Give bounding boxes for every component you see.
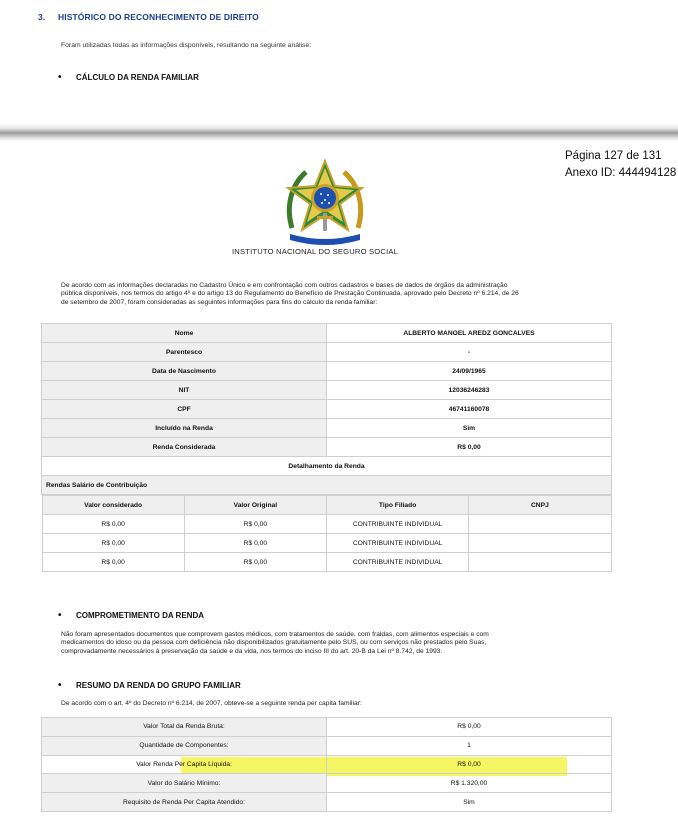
summary-value: Sim — [327, 793, 612, 812]
row-value: 46741160078 — [327, 400, 612, 419]
commitment-text — [61, 631, 621, 656]
cell — [469, 534, 611, 553]
cell: CONTRIBUINTE INDIVIDUAL — [327, 553, 469, 572]
cell — [469, 515, 611, 534]
page-number: Página 127 de 131 — [565, 150, 662, 162]
table-row — [42, 419, 612, 438]
summary-label: Valor Renda Per Capita Líquida: — [42, 755, 327, 774]
income-table — [42, 495, 612, 572]
section-number: 3. — [38, 12, 46, 22]
summary-row — [42, 793, 612, 812]
summary-value: R$ 1.320,00 — [327, 774, 612, 793]
row-label: Renda Considerada — [42, 438, 327, 457]
column-header: Valor Original — [184, 496, 326, 515]
cell: R$ 0,00 — [184, 553, 326, 572]
commitment-heading-text: COMPROMETIMENTO DA RENDA — [76, 611, 204, 620]
page-separator — [0, 123, 678, 141]
cell: CONTRIBUINTE INDIVIDUAL — [327, 534, 469, 553]
cell: CONTRIBUINTE INDIVIDUAL — [327, 515, 469, 534]
column-header: Tipo Filiado — [327, 496, 469, 515]
summary-label: Valor Total da Renda Bruta: — [42, 718, 327, 737]
summary-row — [42, 718, 612, 737]
row-label: CPF — [42, 400, 327, 419]
row-value: Sim — [327, 419, 612, 438]
annex-intro-line: pública disponíveis, nos termos do artigo 4º e do artigo 13 do Regulamento do Benefício de Prestação Continuada, aprovado pelo Decreto nº 6.214, de 26 — [61, 290, 519, 298]
table-row — [42, 362, 612, 381]
table-row — [42, 495, 612, 573]
annex-intro — [61, 282, 621, 307]
cell: R$ 0,00 — [184, 534, 326, 553]
table-row — [42, 343, 612, 362]
summary-heading — [58, 680, 241, 691]
cell: R$ 0,00 — [42, 553, 184, 572]
commitment-heading — [58, 610, 204, 621]
summary-value: 1 — [327, 736, 612, 755]
annex-intro-line: De acordo com as informações declaradas no Cadastro Único e em confrontação com outros cadastros e bases de dados de órgãos da administração — [61, 282, 508, 289]
table-row — [42, 381, 612, 400]
row-value: - — [327, 343, 612, 362]
summary-value: R$ 0,00 — [327, 718, 612, 737]
calc-heading — [58, 72, 199, 83]
row-value: 24/09/1965 — [327, 362, 612, 381]
cell: R$ 0,00 — [42, 534, 184, 553]
income-header-row — [42, 496, 611, 515]
section-intro: Foram utilizadas todas as informações disponíveis, resultando na seguinte análise: — [61, 42, 312, 49]
income-row — [42, 515, 611, 534]
commitment-line: Não foram apresentados documentos que comprovem gastos médicos, com tratamentos de saúde, com fraldas, com alimentos especiais e com — [61, 631, 489, 638]
table-row — [42, 438, 612, 457]
summary-intro: De acordo com o art. 4º do Decreto nº 6.214, de 2007, obteve-se a seguinte renda per capita familiar: — [61, 700, 362, 707]
bullet-icon: • — [58, 72, 62, 83]
commitment-line: comprovadamente necessários à preservação da saúde e da vida, nos termos do inciso III do art. 20-B da Lei nº 8.742, de 1993. — [61, 647, 443, 655]
annex-intro-line: de setembro de 2007, foram consideradas as seguintes informações para fins do cálculo da renda familiar: — [61, 298, 378, 306]
row-label: Parentesco — [42, 343, 327, 362]
row-label: Nome — [42, 324, 327, 343]
summary-row — [42, 736, 612, 755]
annex-id: Anexo ID: 444494128 — [565, 167, 677, 179]
summary-value: R$ 0,00 — [327, 755, 612, 774]
table-row — [42, 400, 612, 419]
family-member-table — [41, 323, 612, 572]
calc-heading-text: CÁLCULO DA RENDA FAMILIAR — [76, 73, 199, 82]
row-value: R$ 0,00 — [327, 438, 612, 457]
income-detail-heading: Detalhamento da Renda — [42, 457, 612, 476]
row-label: Data de Nascimento — [42, 362, 327, 381]
cell — [469, 553, 611, 572]
table-row — [42, 457, 612, 476]
cell: R$ 0,00 — [42, 515, 184, 534]
row-label: Incluído na Renda — [42, 419, 327, 438]
income-row — [42, 553, 611, 572]
section-title — [38, 12, 259, 22]
row-value: ALBERTO MANOEL AREDZ GONCALVES — [327, 324, 612, 343]
summary-label: Valor do Salário Mínimo: — [42, 774, 327, 793]
row-label: NIT — [42, 381, 327, 400]
table-row — [42, 476, 612, 495]
institute-name: INSTITUTO NACIONAL DO SEGURO SOCIAL — [232, 247, 399, 256]
summary-heading-text: RESUMO DA RENDA DO GRUPO FAMILIAR — [76, 681, 241, 690]
column-header: CNPJ — [469, 496, 611, 515]
summary-row-highlighted — [42, 755, 612, 774]
column-header: Valor considerado — [42, 496, 184, 515]
summary-label: Quantidade de Componentes: — [42, 736, 327, 755]
income-summary-table — [41, 717, 612, 812]
bullet-icon: • — [58, 610, 62, 621]
summary-row — [42, 774, 612, 793]
income-row — [42, 534, 611, 553]
table-row — [42, 324, 612, 343]
section-title-text: HISTÓRICO DO RECONHECIMENTO DE DIREITO — [58, 12, 259, 22]
summary-label: Requisito de Renda Per Capita Atendido: — [42, 793, 327, 812]
bullet-icon: • — [58, 680, 62, 691]
commitment-line: medicamentos do idoso ou da pessoa com deficiência não disponibilizados gratuitamente pelo SUS, ou com serviços não prestados pelo Suas, — [61, 639, 487, 647]
row-value: 12036246283 — [327, 381, 612, 400]
coat-of-arms-icon — [280, 158, 370, 246]
income-type-heading: Rendas Salário de Contribuição — [42, 476, 612, 495]
cell: R$ 0,00 — [184, 515, 326, 534]
